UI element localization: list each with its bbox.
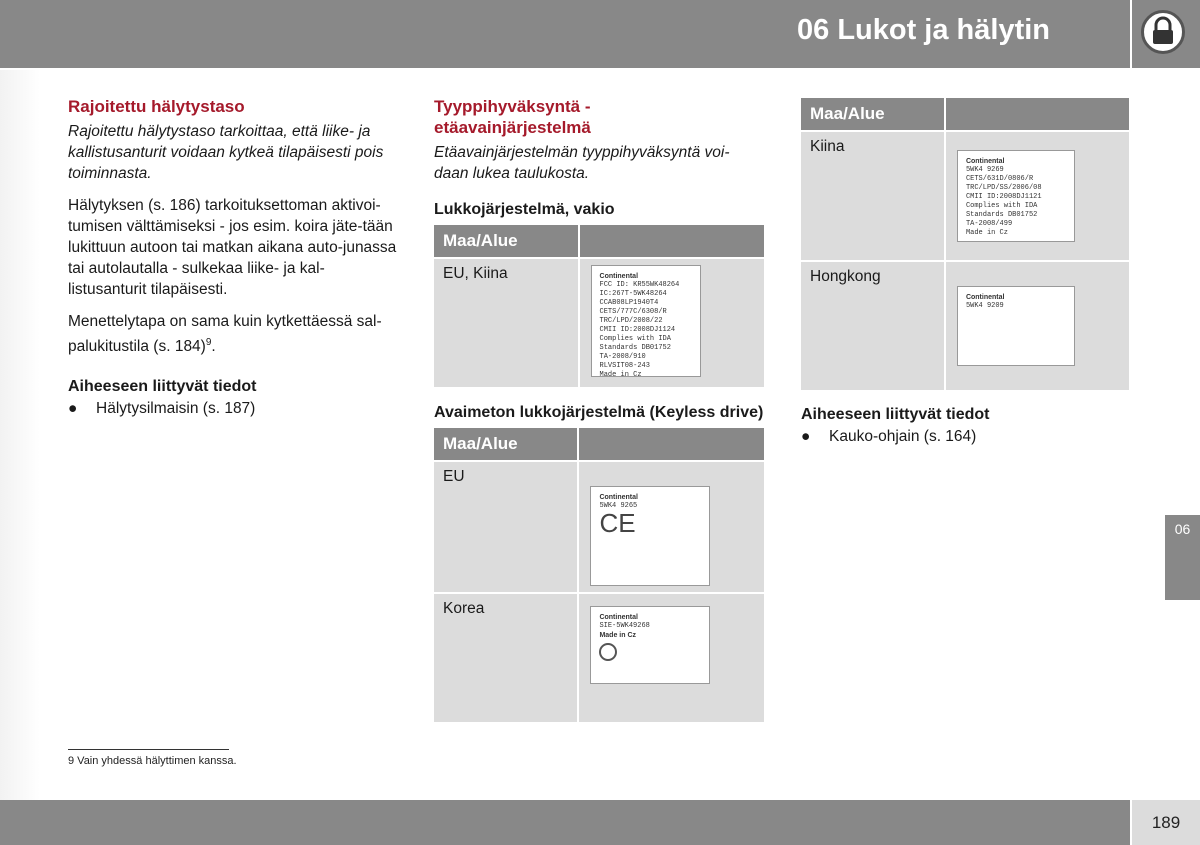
region-cell: EU (434, 462, 577, 592)
label-line: Continental (599, 614, 638, 621)
label-line: Continental (599, 494, 638, 501)
label-line: CCAB08LP1940T4 (599, 299, 659, 307)
label-cell (946, 132, 1129, 260)
ce-mark-icon: CE (599, 508, 636, 538)
intro-text: Rajoitettu hälytystaso tarkoittaa, että liike- ja kallistusanturit voidaan kytkeä tilapäisesti pois toiminnasta. (68, 123, 384, 182)
paragraph (68, 311, 398, 357)
page-number: 189 (1132, 800, 1200, 845)
column-2 (434, 96, 766, 724)
label-line: Made in Cz (599, 371, 642, 379)
column-3 (801, 96, 1131, 447)
label-line: 5WK4 9265 (599, 502, 638, 510)
page-edge-shade (0, 70, 40, 800)
label-line: Continental (965, 158, 1005, 165)
label-cell (580, 259, 764, 387)
approval-table-standard (432, 223, 766, 389)
label-line: 5WK4 9209 (965, 302, 1004, 310)
column-header-label (580, 225, 764, 257)
label-line: Standards DB01752 (965, 211, 1038, 219)
label-line: Complies with IDA (599, 335, 671, 343)
label-line: CMII ID:2008DJ1121 (965, 193, 1042, 201)
intro-text: Etäavainjärjestelmän tyyppihyväksyntä voi-daan lukea taulukosta. (434, 144, 730, 182)
header-bar (0, 0, 1130, 68)
related-heading: Aiheeseen liittyvät tiedot (801, 406, 990, 423)
label-cell (579, 594, 764, 722)
approval-label-image (591, 265, 701, 377)
column-header-region: Maa/Alue (434, 428, 577, 460)
chapter-icon-box (1132, 0, 1200, 68)
column-header-region: Maa/Alue (434, 225, 578, 257)
approval-table-keyless (432, 426, 766, 724)
table-row (434, 259, 764, 387)
region-cell: Hongkong (801, 262, 944, 390)
label-line: CMII ID:2008DJ1124 (599, 326, 676, 334)
label-line: TRC/LPD/2008/22 (599, 317, 663, 325)
chapter-title: 06 Lukot ja hälytin (797, 14, 1050, 46)
region-cell: EU, Kiina (434, 259, 578, 387)
label-line: Continental (599, 273, 639, 280)
paragraph: Hälytyksen (s. 186) tarkoituksettoman aktivoi-tumisen välttämiseksi - jos esim. koira jäte-tään lukittuun autoon tai matkan aikana auto-junassa tai autolautalla - sulkekaa liike- ja kal-listusanturit tilapäisesti. (68, 197, 397, 298)
label-line: Made in Cz (599, 632, 637, 639)
chapter-tab[interactable]: 06 (1165, 515, 1200, 600)
column-1 (68, 96, 398, 419)
related-heading: Aiheeseen liittyvät tiedot (68, 378, 257, 396)
table-heading: Avaimeton lukkojärjestelmä (Keyless drive) (434, 404, 764, 421)
label-line: Standards DB01752 (599, 344, 671, 352)
label-line: Continental (965, 294, 1005, 301)
lock-icon (1141, 10, 1185, 54)
section-heading: Tyyppihyväksyntä - etäavainjärjestelmä (434, 97, 591, 137)
bullet-icon: ● (68, 400, 78, 418)
kc-mark-icon (599, 643, 617, 661)
footnote: 9 Vain yhdessä hälyttimen kanssa. (68, 755, 237, 767)
label-line: CETS/631D/0806/R (965, 175, 1034, 183)
list-item[interactable] (68, 398, 398, 419)
column-header-label (579, 428, 764, 460)
region-cell: Kiina (801, 132, 944, 260)
related-link[interactable]: Kauko-ohjain (s. 164) (829, 428, 977, 445)
footnote-ref[interactable]: 9 (205, 337, 212, 348)
table-row (801, 132, 1129, 260)
label-line: Made in Cz (965, 229, 1008, 237)
table-row (434, 594, 764, 722)
table-row (801, 262, 1129, 390)
label-line: SIE-5WK49268 (599, 622, 650, 630)
approval-label-image (590, 486, 710, 586)
label-cell (946, 262, 1129, 390)
region-cell: Korea (434, 594, 577, 722)
approval-label-image (957, 286, 1075, 366)
paragraph-text: Menettelytapa on sama kuin kytkettäessä sal-palukitustila (s. 184) (68, 313, 382, 356)
related-link[interactable]: Hälytysilmaisin (s. 187) (96, 400, 256, 418)
section-heading: Rajoitettu hälytystaso (68, 97, 245, 116)
approval-label-image (590, 606, 710, 684)
column-header-region: Maa/Alue (801, 98, 944, 130)
bullet-icon: ● (801, 428, 811, 445)
table-heading: Lukkojärjestelmä, vakio (434, 201, 615, 218)
table-row (434, 462, 764, 592)
column-header-label (946, 98, 1129, 130)
label-line: RLVSIT08-243 (599, 362, 650, 370)
approval-table-asia (799, 96, 1131, 392)
label-line: FCC ID: KR55WK48264 (599, 281, 680, 289)
label-line: TRC/LPD/SS/2006/08 (965, 184, 1042, 192)
label-line: IC:267T-5WK48264 (599, 290, 667, 298)
label-line: TA-2008/910 (599, 353, 646, 361)
footer-bar (0, 800, 1130, 845)
label-cell (579, 462, 764, 592)
approval-label-image (957, 150, 1075, 242)
paragraph-end: . (211, 338, 216, 356)
label-line: TA-2008/499 (965, 220, 1013, 228)
label-line: Complies with IDA (965, 202, 1038, 210)
list-item[interactable] (801, 426, 1131, 447)
label-line: 5WK4 9269 (965, 166, 1004, 174)
label-line: CETS/777C/6308/R (599, 308, 667, 316)
footnote-divider (68, 749, 229, 750)
